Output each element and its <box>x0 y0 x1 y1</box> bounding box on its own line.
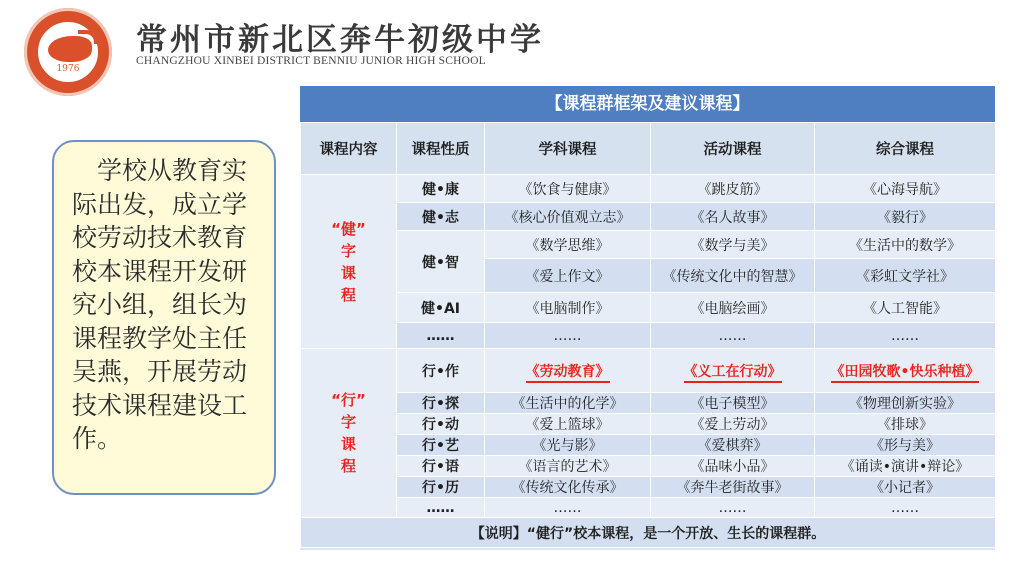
highlight-course: 《劳动教育》 <box>526 364 610 383</box>
school-logo <box>24 8 112 96</box>
subject-cell: 《爱上作文》 <box>485 259 651 293</box>
table-row <box>301 323 996 349</box>
table-row <box>301 456 996 477</box>
activity-cell: 《电子模型》 <box>651 393 815 414</box>
integrated-cell: 《毅行》 <box>815 203 996 231</box>
logo-emblem <box>36 20 100 84</box>
integrated-cell: 《排球》 <box>815 414 996 435</box>
col-header-nature: 课程性质 <box>397 123 485 175</box>
integrated-cell: 《物理创新实验》 <box>815 393 996 414</box>
nature-cell: 健•AI <box>397 293 485 323</box>
subject-cell: 《饮食与健康》 <box>485 175 651 203</box>
nature-cell: 健•康 <box>397 175 485 203</box>
activity-cell: 《爱上劳动》 <box>651 414 815 435</box>
nature-cell: 健•智 <box>397 231 485 293</box>
col-header-integrated: 综合课程 <box>815 123 996 175</box>
table-row <box>301 414 996 435</box>
subject-cell: 《生活中的化学》 <box>485 393 651 414</box>
activity-cell: 《奔牛老街故事》 <box>651 477 815 498</box>
subject-cell: 《电脑制作》 <box>485 293 651 323</box>
activity-cell: 《爱棋弈》 <box>651 435 815 456</box>
subject-cell: 《传统文化传承》 <box>485 477 651 498</box>
integrated-cell: 《形与美》 <box>815 435 996 456</box>
table-row <box>301 498 996 518</box>
subject-cell <box>485 349 651 393</box>
activity-cell: 《名人故事》 <box>651 203 815 231</box>
integrated-cell: …… <box>815 323 996 349</box>
table-row <box>301 293 996 323</box>
subject-cell: 《核心价值观立志》 <box>485 203 651 231</box>
subject-cell: 《爱上篮球》 <box>485 414 651 435</box>
school-name-en: CHANGZHOU XINBEI DISTRICT BENNIU JUNIOR HIGH SCHOOL <box>136 55 486 67</box>
school-name-cn: 常州市新北区奔牛初级中学 <box>136 22 544 58</box>
nature-cell: 健•志 <box>397 203 485 231</box>
nature-cell: 行•艺 <box>397 435 485 456</box>
table-row <box>301 477 996 498</box>
course-table <box>300 86 995 550</box>
group-jian-label: “健” 字 课 程 <box>331 219 366 304</box>
integrated-cell: 《彩虹文学社》 <box>815 259 996 293</box>
group-xing-label: “行” 字 课 程 <box>331 391 366 475</box>
activity-cell: …… <box>651 323 815 349</box>
table-title: 【课程群框架及建议课程】 <box>300 86 995 122</box>
course-grid <box>300 122 996 548</box>
subject-cell: 《光与影》 <box>485 435 651 456</box>
nature-cell: 行•历 <box>397 477 485 498</box>
integrated-cell <box>815 349 996 393</box>
table-row <box>301 175 996 203</box>
col-header-subject: 学科课程 <box>485 123 651 175</box>
activity-cell <box>651 349 815 393</box>
nature-cell: …… <box>397 323 485 349</box>
table-row <box>301 231 996 259</box>
table-footnote: 【说明】“健行”校本课程，是一个开放、生长的课程群。 <box>301 518 996 548</box>
activity-cell: 《品味小品》 <box>651 456 815 477</box>
integrated-cell: 《诵读•演讲•辩论》 <box>815 456 996 477</box>
footer-row <box>301 518 996 548</box>
table-row <box>301 203 996 231</box>
activity-cell: 《跳皮筋》 <box>651 175 815 203</box>
table-row <box>301 349 996 393</box>
nature-cell: 行•动 <box>397 414 485 435</box>
col-header-content: 课程内容 <box>301 123 397 175</box>
activity-cell: 《电脑绘画》 <box>651 293 815 323</box>
nature-cell: 行•语 <box>397 456 485 477</box>
note-box <box>52 140 276 495</box>
nature-cell: 行•作 <box>397 349 485 393</box>
note-text: 学校从教育实际出发，成立学校劳动技术教育校本课程开发研究小组，组长为课程教学处主任吴燕，开展劳动技术课程建设工作。 <box>72 156 248 453</box>
integrated-cell: …… <box>815 498 996 518</box>
integrated-cell: 《生活中的数学》 <box>815 231 996 259</box>
logo-year: 1976 <box>56 64 80 74</box>
activity-cell: 《传统文化中的智慧》 <box>651 259 815 293</box>
header-row <box>301 123 996 175</box>
group-xing <box>301 349 397 518</box>
subject-cell: 《数学思维》 <box>485 231 651 259</box>
activity-cell: 《数学与美》 <box>651 231 815 259</box>
activity-cell: …… <box>651 498 815 518</box>
highlight-course: 《义工在行动》 <box>684 364 782 383</box>
table-row <box>301 435 996 456</box>
table-row <box>301 393 996 414</box>
group-jian <box>301 175 397 349</box>
subject-cell: …… <box>485 498 651 518</box>
integrated-cell: 《人工智能》 <box>815 293 996 323</box>
subject-cell: 《语言的艺术》 <box>485 456 651 477</box>
integrated-cell: 《心海导航》 <box>815 175 996 203</box>
highlight-course: 《田园牧歌•快乐种植》 <box>831 364 980 383</box>
subject-cell: …… <box>485 323 651 349</box>
integrated-cell: 《小记者》 <box>815 477 996 498</box>
nature-cell: 行•探 <box>397 393 485 414</box>
nature-cell: …… <box>397 498 485 518</box>
horn-icon <box>78 30 98 44</box>
col-header-activity: 活动课程 <box>651 123 815 175</box>
